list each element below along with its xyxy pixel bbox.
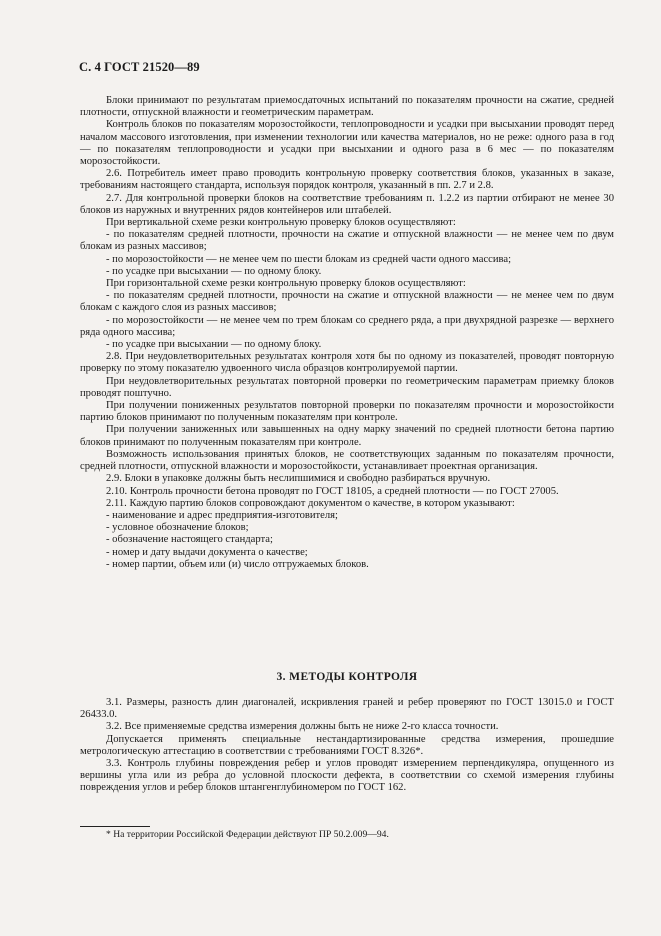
list-item: - обозначение настоящего стандарта; — [106, 534, 273, 546]
list-item: - по морозостойкости — не менее чем по трем блокам со среднего ряда, а при двухрядной разрезке — верхнего ряда одного массива; — [80, 314, 614, 338]
footnote-rule — [80, 826, 150, 827]
list-item: - наименование и адрес предприятия-изготовителя; — [106, 509, 338, 521]
paragraph: Контроль блоков по показателям морозостойкости, теплопроводности и усадки при высыхании проводят перед началом массового изготовления, при изменении технологии или качества материалов, но не реже: одного раза в год — по показателям теплопроводности и усадки при высыхании и одного раза в 6 мес — по показателям морозостойкости. — [80, 119, 614, 168]
paragraph: При получении заниженных или завышенных на одну марку значений по средней плотности бетона партию блоков принимают по полученным показателям при контроле. — [80, 424, 614, 448]
paragraph: Возможность использования принятых блоков, не соответствующих заданным по показателям прочности, средней плотности, отпускной влажности и морозостойкости, устанавливает проектная организация. — [80, 448, 614, 473]
list-item: - по усадке при высыхании — по одному блоку. — [106, 265, 322, 277]
list-item: - по показателям средней плотности, прочности на сжатие и отпускной влажности — не менее чем по двум блокам из разных массивов; — [80, 229, 614, 253]
section-text — [80, 697, 614, 795]
paragraph: Допускается применять специальные нестандартизированные средства измерения, прошедшие метрологическую аттестацию в соответствии с требованиями ГОСТ 8.326*. — [80, 733, 614, 757]
list-item: - номер партии, объем или (и) число отгружаемых блоков. — [106, 558, 369, 570]
footnote: * На территории Российской Федерации действуют ПР 50.2.009—94. — [106, 829, 389, 840]
paragraph: При горизонтальной схеме резки контрольную проверку блоков осуществляют: — [106, 278, 466, 290]
list-item: - по усадке при высыхании — по одному блоку. — [106, 339, 322, 351]
list-item: - по морозостойкости — не менее чем по шести блокам из средней части одного массива; — [106, 253, 512, 265]
paragraph: При вертикальной схеме резки контрольную проверку блоков осуществляют: — [106, 217, 456, 229]
paragraph: При неудовлетворительных результатах повторной проверки по геометрическим параметрам приемку блоков проводят поштучно. — [80, 375, 614, 399]
paragraph: 3.3. Контроль глубины повреждения ребер и углов проводят измерением перпендикуляра, опущенного из вершины угла или из ребра до условной плоскости дефекта, в соответствии со схемой измерения глубины повреждения углов и ребер блоков штангенглубиномером по ГОСТ 162. — [80, 758, 614, 794]
paragraph: 3.2. Все применяемые средства измерения должны быть не ниже 2-го класса точности. — [106, 721, 499, 733]
page-header: С. 4 ГОСТ 21520—89 — [79, 60, 200, 74]
list-item: - по показателям средней плотности, прочности на сжатие и отпускной влажности — не менее чем по двум блокам с каждого слоя из разных массивов; — [80, 290, 614, 314]
paragraph: 2.11. Каждую партию блоков сопровождают документом о качестве, в котором указывают: — [106, 497, 515, 509]
paragraph: 2.8. При неудовлетворительных результатах контроля хотя бы по одному из показателей, проводят повторную проверку по этому показателю удвоенного числа образцов контролируемой партии. — [80, 351, 614, 375]
paragraph: 2.10. Контроль прочности бетона проводят по ГОСТ 18105, а средней плотности — по ГОСТ 27005. — [106, 485, 559, 497]
paragraph: 2.7. Для контрольной проверки блоков на соответствие требованиям п. 1.2.2 из партии отбирают не менее 30 блоков из наружных и внутренних рядов контейнеров или штабелей. — [80, 192, 614, 216]
list-item: - условное обозначение блоков; — [106, 522, 249, 534]
main-text — [80, 95, 614, 571]
section-title: 3. МЕТОДЫ КОНТРОЛЯ — [276, 671, 418, 683]
list-item: - номер и дату выдачи документа о качестве; — [106, 546, 308, 558]
paragraph: При получении пониженных результатов повторной проверки по показателям прочности и морозостойкости партию блоков принимают по полученным показателям при контроле. — [80, 400, 614, 424]
paragraph: Блоки принимают по результатам приемосдаточных испытаний по показателям прочности на сжатие, средней плотности, отпускной влажности и геометрическим параметрам. — [80, 95, 614, 119]
paragraph: 2.6. Потребитель имеет право проводить контрольную проверку соответствия блоков, указанных в заказе, требованиям настоящего стандарта, используя порядок контроля, указанный в пп. 2.7 и 2.8. — [80, 168, 614, 192]
paragraph: 3.1. Размеры, разность длин диагоналей, искривления граней и ребер проверяют по ГОСТ 13015.0 и ГОСТ 26433.0. — [80, 697, 614, 721]
paragraph: 2.9. Блоки в упаковке должны быть неслипшимися и свободно разбираться вручную. — [106, 473, 491, 485]
